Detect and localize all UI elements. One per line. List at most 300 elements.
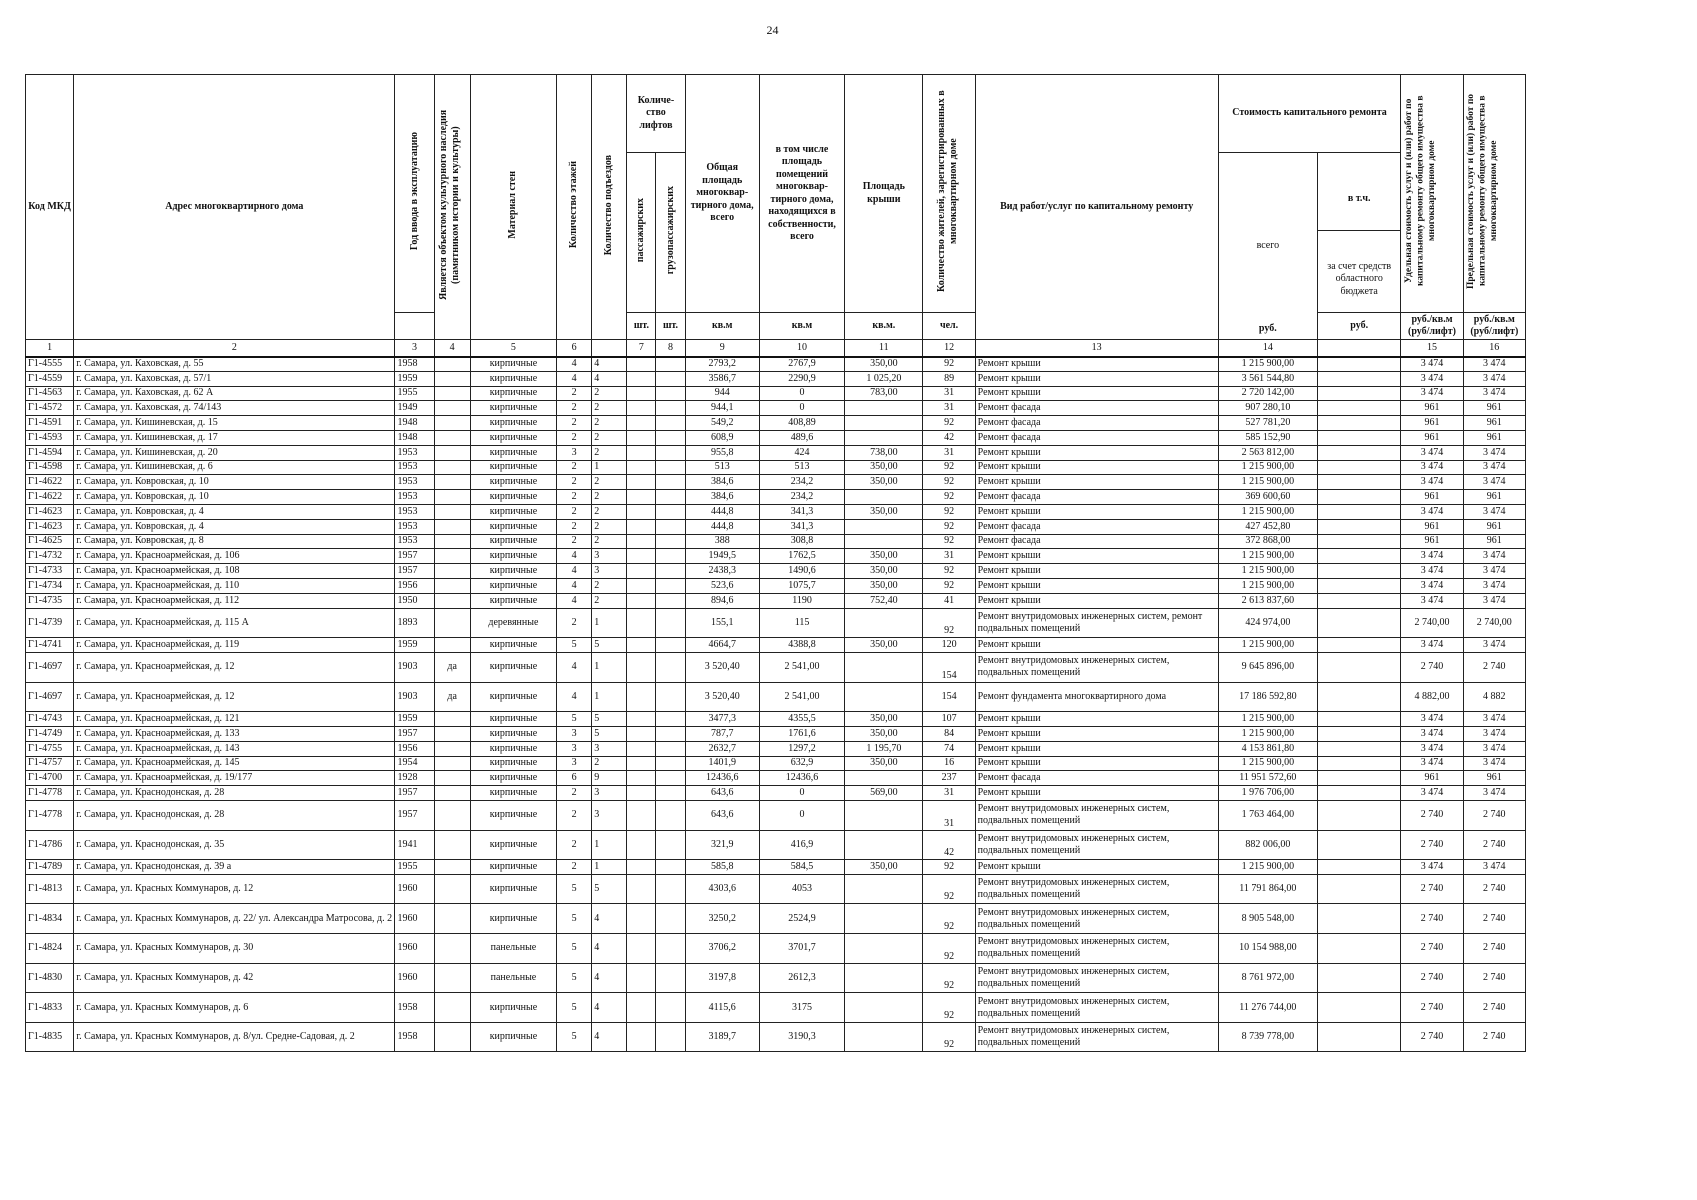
cell-address: г. Самара, ул. Кишиневская, д. 6 — [74, 460, 395, 475]
cell-lifts-passenger — [627, 386, 656, 401]
cell-cultural — [434, 638, 470, 653]
cell-entrances: 2 — [592, 593, 627, 608]
cell-work-type: Ремонт внутридомовых инженерных систем, подвальных помещений — [975, 652, 1218, 682]
table-row — [26, 830, 1526, 860]
column-number: 13 — [975, 340, 1218, 357]
cell-roof-area — [845, 416, 923, 431]
cell-cost-budget — [1318, 874, 1401, 904]
cell-address: г. Самара, ул. Красных Коммунаров, д. 6 — [74, 993, 395, 1023]
cell-cost-budget — [1318, 741, 1401, 756]
cell-limit-cost: 3 474 — [1463, 638, 1525, 653]
cell-address: г. Самара, ул. Краснодонская, д. 39 а — [74, 860, 395, 875]
cell-roof-area: 350,00 — [845, 504, 923, 519]
cell-total-area: 3250,2 — [685, 904, 759, 934]
cell-floors: 5 — [557, 963, 592, 993]
cell-lifts-passenger — [627, 534, 656, 549]
cell-lifts-freight — [656, 504, 685, 519]
cell-lifts-passenger — [627, 371, 656, 386]
table-row — [26, 504, 1526, 519]
cell-limit-cost: 961 — [1463, 430, 1525, 445]
cell-roof-area — [845, 771, 923, 786]
cell-work-type: Ремонт крыши — [975, 386, 1218, 401]
cell-entrances: 2 — [592, 430, 627, 445]
cell-lifts-passenger — [627, 800, 656, 830]
table-row — [26, 460, 1526, 475]
cell-limit-cost: 2 740 — [1463, 904, 1525, 934]
table-row — [26, 786, 1526, 801]
cell-year: 1957 — [395, 800, 434, 830]
cell-cultural — [434, 490, 470, 505]
cell-lifts-freight — [656, 578, 685, 593]
cell-entrances: 1 — [592, 860, 627, 875]
cell-owned-area: 1490,6 — [759, 564, 844, 579]
cell-year: 1953 — [395, 475, 434, 490]
cell-address: г. Самара, ул. Красноармейская, д. 106 — [74, 549, 395, 564]
cell-cost-budget — [1318, 401, 1401, 416]
cell-roof-area — [845, 401, 923, 416]
cell-floors: 4 — [557, 357, 592, 372]
cell-year: 1958 — [395, 993, 434, 1023]
cell-total-area: 3706,2 — [685, 934, 759, 964]
cell-limit-cost: 3 474 — [1463, 475, 1525, 490]
cell-work-type: Ремонт крыши — [975, 860, 1218, 875]
cell-total-area: 3586,7 — [685, 371, 759, 386]
cell-cost-budget — [1318, 712, 1401, 727]
cell-specific-cost: 3 474 — [1401, 564, 1463, 579]
table-row — [26, 519, 1526, 534]
cell-year: 1948 — [395, 416, 434, 431]
cell-cost-budget — [1318, 430, 1401, 445]
cell-total-area: 513 — [685, 460, 759, 475]
cell-code: Г1-4591 — [26, 416, 74, 431]
cell-material: кирпичные — [470, 371, 556, 386]
cell-owned-area: 1761,6 — [759, 726, 844, 741]
cell-code: Г1-4789 — [26, 860, 74, 875]
cell-cultural — [434, 830, 470, 860]
cell-work-type: Ремонт внутридомовых инженерных систем, подвальных помещений — [975, 904, 1218, 934]
cell-work-type: Ремонт внутридомовых инженерных систем, подвальных помещений — [975, 830, 1218, 860]
cell-roof-area — [845, 682, 923, 712]
table-row — [26, 860, 1526, 875]
cell-specific-cost: 3 474 — [1401, 578, 1463, 593]
cell-owned-area: 513 — [759, 460, 844, 475]
table-row — [26, 904, 1526, 934]
cell-floors: 4 — [557, 578, 592, 593]
cell-residents: 42 — [923, 830, 975, 860]
cell-work-type: Ремонт фасада — [975, 401, 1218, 416]
cell-material: кирпичные — [470, 904, 556, 934]
cell-cost-budget — [1318, 771, 1401, 786]
cell-work-type: Ремонт крыши — [975, 756, 1218, 771]
cell-lifts-freight — [656, 830, 685, 860]
cell-residents: 92 — [923, 934, 975, 964]
table-row — [26, 771, 1526, 786]
cell-cost-budget — [1318, 386, 1401, 401]
cell-floors: 3 — [557, 741, 592, 756]
cell-residents: 74 — [923, 741, 975, 756]
cell-code: Г1-4830 — [26, 963, 74, 993]
column-number — [592, 340, 627, 357]
cell-total-area: 384,6 — [685, 490, 759, 505]
cell-floors: 5 — [557, 934, 592, 964]
cell-owned-area: 632,9 — [759, 756, 844, 771]
cell-entrances: 4 — [592, 934, 627, 964]
cell-cultural — [434, 401, 470, 416]
cell-residents: 92 — [923, 416, 975, 431]
cell-material: кирпичные — [470, 860, 556, 875]
cell-material: кирпичные — [470, 726, 556, 741]
cell-specific-cost: 3 474 — [1401, 726, 1463, 741]
cell-year: 1903 — [395, 652, 434, 682]
cell-address: г. Самара, ул. Кишиневская, д. 15 — [74, 416, 395, 431]
cell-lifts-freight — [656, 712, 685, 727]
cell-address: г. Самара, ул. Красных Коммунаров, д. 12 — [74, 874, 395, 904]
cell-lifts-passenger — [627, 1022, 656, 1052]
cell-work-type: Ремонт внутридомовых инженерных систем, подвальных помещений — [975, 993, 1218, 1023]
cell-residents: 42 — [923, 430, 975, 445]
cell-work-type: Ремонт крыши — [975, 564, 1218, 579]
cell-code: Г1-4835 — [26, 1022, 74, 1052]
cell-code: Г1-4749 — [26, 726, 74, 741]
cell-entrances: 1 — [592, 830, 627, 860]
cell-address: г. Самара, ул. Ковровская, д. 4 — [74, 504, 395, 519]
cell-material: панельные — [470, 963, 556, 993]
cell-cost-total: 11 276 744,00 — [1218, 993, 1317, 1023]
cell-lifts-passenger — [627, 578, 656, 593]
cell-lifts-passenger — [627, 608, 656, 638]
cell-owned-area: 489,6 — [759, 430, 844, 445]
cell-work-type: Ремонт крыши — [975, 445, 1218, 460]
header-floors: Количество этажей — [557, 75, 592, 340]
cell-floors: 2 — [557, 430, 592, 445]
cell-cultural — [434, 712, 470, 727]
cell-floors: 4 — [557, 593, 592, 608]
cell-specific-cost: 3 474 — [1401, 593, 1463, 608]
cell-cost-total: 369 600,60 — [1218, 490, 1317, 505]
cell-owned-area: 0 — [759, 386, 844, 401]
cell-residents: 31 — [923, 445, 975, 460]
table-row — [26, 549, 1526, 564]
cell-roof-area — [845, 519, 923, 534]
table-row — [26, 638, 1526, 653]
cell-year: 1954 — [395, 756, 434, 771]
cell-roof-area: 783,00 — [845, 386, 923, 401]
cell-year: 1958 — [395, 1022, 434, 1052]
column-number: 14 — [1218, 340, 1317, 357]
cell-total-area: 787,7 — [685, 726, 759, 741]
cell-lifts-passenger — [627, 460, 656, 475]
cell-cost-total: 2 720 142,00 — [1218, 386, 1317, 401]
cell-limit-cost: 2 740 — [1463, 874, 1525, 904]
cell-year: 1953 — [395, 445, 434, 460]
cell-residents: 92 — [923, 475, 975, 490]
cell-cultural — [434, 534, 470, 549]
cell-address: г. Самара, ул. Красноармейская, д. 145 — [74, 756, 395, 771]
cell-roof-area — [845, 608, 923, 638]
cell-floors: 6 — [557, 771, 592, 786]
cell-roof-area: 350,00 — [845, 460, 923, 475]
cell-address: г. Самара, ул. Красноармейская, д. 112 — [74, 593, 395, 608]
cell-material: кирпичные — [470, 756, 556, 771]
cell-total-area: 944 — [685, 386, 759, 401]
cell-total-area: 585,8 — [685, 860, 759, 875]
cell-specific-cost: 3 474 — [1401, 371, 1463, 386]
header-cost-budget — [1318, 153, 1401, 313]
cell-limit-cost: 2 740,00 — [1463, 608, 1525, 638]
cell-total-area: 1401,9 — [685, 756, 759, 771]
cell-limit-cost: 3 474 — [1463, 712, 1525, 727]
cell-cultural — [434, 475, 470, 490]
cell-lifts-freight — [656, 963, 685, 993]
cell-work-type: Ремонт крыши — [975, 726, 1218, 741]
cell-year: 1957 — [395, 549, 434, 564]
cell-material: кирпичные — [470, 401, 556, 416]
cell-entrances: 2 — [592, 490, 627, 505]
cell-residents: 107 — [923, 712, 975, 727]
cell-code: Г1-4625 — [26, 534, 74, 549]
cell-cost-budget — [1318, 800, 1401, 830]
cell-address: г. Самара, ул. Краснодонская, д. 35 — [74, 830, 395, 860]
cell-address: г. Самара, ул. Красноармейская, д. 110 — [74, 578, 395, 593]
cell-cost-budget — [1318, 504, 1401, 519]
cell-material: кирпичные — [470, 534, 556, 549]
cell-address: г. Самара, ул. Красных Коммунаров, д. 30 — [74, 934, 395, 964]
cell-work-type: Ремонт фасада — [975, 519, 1218, 534]
cell-work-type: Ремонт крыши — [975, 638, 1218, 653]
cell-entrances: 2 — [592, 445, 627, 460]
cell-cost-total: 1 215 900,00 — [1218, 860, 1317, 875]
cell-limit-cost: 961 — [1463, 401, 1525, 416]
cell-lifts-passenger — [627, 874, 656, 904]
cell-residents: 31 — [923, 401, 975, 416]
cell-lifts-freight — [656, 534, 685, 549]
cell-entrances: 2 — [592, 416, 627, 431]
cell-specific-cost: 3 474 — [1401, 638, 1463, 653]
cell-residents: 120 — [923, 638, 975, 653]
cell-work-type: Ремонт крыши — [975, 504, 1218, 519]
cell-floors: 3 — [557, 445, 592, 460]
cell-total-area: 321,9 — [685, 830, 759, 860]
cell-material: кирпичные — [470, 504, 556, 519]
cell-owned-area: 4355,5 — [759, 712, 844, 727]
cell-roof-area — [845, 904, 923, 934]
cell-lifts-freight — [656, 786, 685, 801]
cell-total-area: 608,9 — [685, 430, 759, 445]
cell-code: Г1-4824 — [26, 934, 74, 964]
cell-cost-budget — [1318, 445, 1401, 460]
cell-address: г. Самара, ул. Красноармейская, д. 19/177 — [74, 771, 395, 786]
header-cost-total-label: всего — [1256, 239, 1280, 251]
cell-total-area: 944,1 — [685, 401, 759, 416]
cell-year: 1928 — [395, 771, 434, 786]
table-row — [26, 430, 1526, 445]
cell-owned-area: 0 — [759, 401, 844, 416]
cell-floors: 2 — [557, 830, 592, 860]
cell-cultural — [434, 993, 470, 1023]
column-number: 4 — [434, 340, 470, 357]
cell-limit-cost: 3 474 — [1463, 386, 1525, 401]
cell-specific-cost: 961 — [1401, 416, 1463, 431]
cell-limit-cost: 961 — [1463, 519, 1525, 534]
cell-specific-cost: 2 740 — [1401, 934, 1463, 964]
cell-code: Г1-4623 — [26, 519, 74, 534]
cell-year: 1949 — [395, 401, 434, 416]
cell-address: г. Самара, ул. Красноармейская, д. 133 — [74, 726, 395, 741]
cell-lifts-freight — [656, 564, 685, 579]
cell-roof-area: 350,00 — [845, 549, 923, 564]
cell-material: кирпичные — [470, 712, 556, 727]
cell-specific-cost: 2 740 — [1401, 652, 1463, 682]
cell-owned-area: 115 — [759, 608, 844, 638]
cell-floors: 2 — [557, 460, 592, 475]
cell-residents: 92 — [923, 564, 975, 579]
table-row — [26, 1022, 1526, 1052]
cell-material: кирпичные — [470, 386, 556, 401]
header-limit-cost: Предельная стоимость услуг и (или) работ по капитальному ремонту общего имущества в многоквартирном доме — [1463, 75, 1525, 313]
cell-year: 1958 — [395, 357, 434, 372]
cell-limit-cost: 2 740 — [1463, 934, 1525, 964]
cell-material: кирпичные — [470, 549, 556, 564]
cell-residents: 237 — [923, 771, 975, 786]
header-wall-material: Материал стен — [470, 75, 556, 340]
cell-address: г. Самара, ул. Кишиневская, д. 20 — [74, 445, 395, 460]
cell-total-area: 2793,2 — [685, 357, 759, 372]
cell-lifts-passenger — [627, 712, 656, 727]
cell-year: 1960 — [395, 904, 434, 934]
cell-work-type: Ремонт внутридомовых инженерных систем, подвальных помещений — [975, 1022, 1218, 1052]
cell-total-area: 643,6 — [685, 786, 759, 801]
cell-total-area: 2632,7 — [685, 741, 759, 756]
cell-cultural — [434, 934, 470, 964]
cell-cultural — [434, 593, 470, 608]
cell-cost-total: 1 215 900,00 — [1218, 504, 1317, 519]
cell-work-type: Ремонт внутридомовых инженерных систем, подвальных помещений — [975, 934, 1218, 964]
cell-roof-area: 350,00 — [845, 357, 923, 372]
column-number: 5 — [470, 340, 556, 357]
cell-floors: 5 — [557, 712, 592, 727]
cell-code: Г1-4700 — [26, 771, 74, 786]
cell-material: кирпичные — [470, 578, 556, 593]
cell-cost-budget — [1318, 578, 1401, 593]
capital-repair-table — [25, 74, 1526, 1052]
cell-code: Г1-4735 — [26, 593, 74, 608]
cell-lifts-passenger — [627, 652, 656, 682]
cell-code: Г1-4697 — [26, 652, 74, 682]
table-row — [26, 800, 1526, 830]
cell-entrances: 4 — [592, 1022, 627, 1052]
cell-lifts-passenger — [627, 786, 656, 801]
cell-limit-cost: 3 474 — [1463, 460, 1525, 475]
cell-cultural — [434, 549, 470, 564]
header-cost-total — [1218, 153, 1317, 340]
cell-owned-area: 3701,7 — [759, 934, 844, 964]
cell-entrances: 2 — [592, 386, 627, 401]
cell-address: г. Самара, ул. Красноармейская, д. 119 — [74, 638, 395, 653]
cell-owned-area: 3175 — [759, 993, 844, 1023]
cell-cost-budget — [1318, 904, 1401, 934]
cell-roof-area — [845, 534, 923, 549]
cell-code: Г1-4594 — [26, 445, 74, 460]
cell-limit-cost: 961 — [1463, 416, 1525, 431]
column-number: 16 — [1463, 340, 1525, 357]
cell-address: г. Самара, ул. Красных Коммунаров, д. 8/ул. Средне-Садовая, д. 2 — [74, 1022, 395, 1052]
header-owned-area: в том числе площадь помещений многоквар-тирного дома, находящихся в собственности, всего — [759, 75, 844, 313]
cell-limit-cost: 3 474 — [1463, 578, 1525, 593]
cell-specific-cost: 961 — [1401, 490, 1463, 505]
cell-lifts-freight — [656, 593, 685, 608]
cell-cost-total: 1 215 900,00 — [1218, 578, 1317, 593]
table-row — [26, 490, 1526, 505]
cell-lifts-passenger — [627, 963, 656, 993]
cell-total-area: 12436,6 — [685, 771, 759, 786]
unit-year — [395, 313, 434, 340]
table-row — [26, 475, 1526, 490]
cell-year: 1950 — [395, 593, 434, 608]
cell-roof-area: 350,00 — [845, 564, 923, 579]
cell-material: кирпичные — [470, 800, 556, 830]
cell-limit-cost: 3 474 — [1463, 786, 1525, 801]
cell-specific-cost: 2 740 — [1401, 874, 1463, 904]
cell-address: г. Самара, ул. Красных Коммунаров, д. 22/ ул. Александра Матросова, д. 2 — [74, 904, 395, 934]
cell-cost-budget — [1318, 371, 1401, 386]
cell-residents: 89 — [923, 371, 975, 386]
cell-floors: 5 — [557, 638, 592, 653]
cell-work-type: Ремонт крыши — [975, 741, 1218, 756]
cell-material: кирпичные — [470, 993, 556, 1023]
cell-total-area: 3 520,40 — [685, 682, 759, 712]
table-row — [26, 726, 1526, 741]
cell-lifts-passenger — [627, 638, 656, 653]
table-row — [26, 564, 1526, 579]
cell-specific-cost: 3 474 — [1401, 475, 1463, 490]
header-residents: Количество жителей, зарегистрированных в многоквартирном доме — [923, 75, 975, 313]
cell-floors: 5 — [557, 1022, 592, 1052]
cell-residents: 92 — [923, 490, 975, 505]
cell-year: 1953 — [395, 534, 434, 549]
table-row — [26, 756, 1526, 771]
cell-residents: 92 — [923, 608, 975, 638]
cell-code: Г1-4622 — [26, 490, 74, 505]
cell-cost-budget — [1318, 593, 1401, 608]
cell-cost-total: 1 215 900,00 — [1218, 638, 1317, 653]
cell-cultural — [434, 386, 470, 401]
table-row — [26, 712, 1526, 727]
cell-total-area: 523,6 — [685, 578, 759, 593]
cell-lifts-freight — [656, 993, 685, 1023]
cell-residents: 92 — [923, 860, 975, 875]
cell-residents: 92 — [923, 504, 975, 519]
header-code: Код МКД — [26, 75, 74, 340]
cell-material: кирпичные — [470, 830, 556, 860]
cell-cost-budget — [1318, 1022, 1401, 1052]
cell-cultural — [434, 771, 470, 786]
cell-specific-cost: 3 474 — [1401, 445, 1463, 460]
cell-owned-area: 308,8 — [759, 534, 844, 549]
cell-limit-cost: 961 — [1463, 771, 1525, 786]
cell-work-type: Ремонт крыши — [975, 549, 1218, 564]
cell-cost-total: 9 645 896,00 — [1218, 652, 1317, 682]
cell-year: 1953 — [395, 490, 434, 505]
cell-lifts-freight — [656, 756, 685, 771]
cell-residents: 31 — [923, 800, 975, 830]
cell-residents: 92 — [923, 963, 975, 993]
cell-cost-total: 2 563 812,00 — [1218, 445, 1317, 460]
cell-floors: 2 — [557, 475, 592, 490]
cell-work-type: Ремонт крыши — [975, 357, 1218, 372]
cell-lifts-freight — [656, 460, 685, 475]
header-cost-incl: в т.ч. — [1318, 167, 1400, 231]
cell-entrances: 2 — [592, 578, 627, 593]
